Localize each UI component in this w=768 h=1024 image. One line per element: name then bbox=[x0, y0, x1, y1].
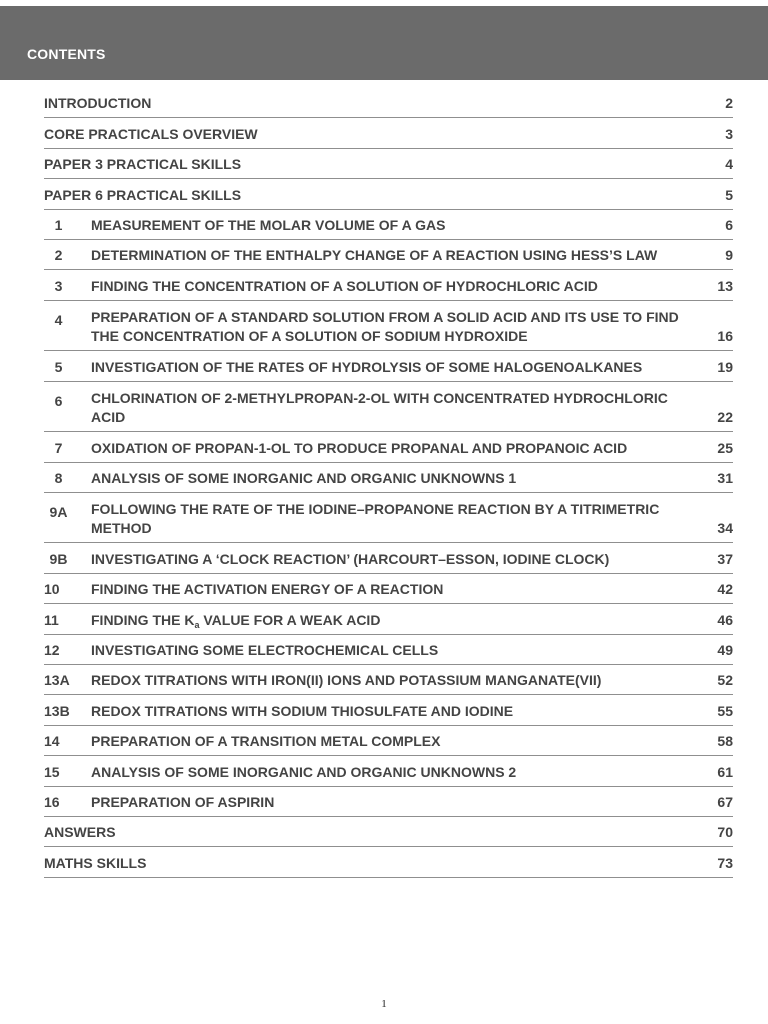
toc-title: PAPER 3 PRACTICAL SKILLS bbox=[44, 156, 242, 173]
toc-page: 70 bbox=[717, 824, 733, 841]
toc-page: 67 bbox=[717, 793, 733, 810]
toc-row-practical-13b[interactable] bbox=[44, 695, 733, 725]
toc-title: MEASUREMENT OF THE MOLAR VOLUME OF A GAS bbox=[91, 216, 446, 233]
toc-row-introduction[interactable] bbox=[44, 88, 733, 118]
toc-page: 9 bbox=[725, 247, 733, 264]
toc-page: 22 bbox=[717, 409, 733, 426]
toc-number: 10 bbox=[44, 581, 60, 598]
toc-number: 11 bbox=[44, 611, 59, 628]
toc-title bbox=[91, 500, 683, 538]
toc-page: 34 bbox=[717, 520, 733, 537]
toc-number: 2 bbox=[54, 247, 63, 264]
toc-number: 15 bbox=[44, 763, 60, 780]
toc-row-practical-7[interactable] bbox=[44, 432, 733, 462]
toc-page: 37 bbox=[717, 550, 733, 567]
toc-number: 8 bbox=[54, 469, 63, 486]
toc-row-practical-15[interactable] bbox=[44, 756, 733, 786]
toc-title-post: VALUE FOR A WEAK ACID bbox=[199, 611, 381, 628]
toc-number: 16 bbox=[44, 793, 60, 810]
toc-row-practical-11[interactable] bbox=[44, 604, 733, 634]
page-number: 1 bbox=[381, 998, 387, 1010]
toc-title-line-1: CHLORINATION OF 2-METHYLPROPAN-2-OL WITH CONCENTRATED HYDROCHLORIC bbox=[91, 390, 668, 407]
toc-row-practical-1[interactable] bbox=[44, 210, 733, 240]
toc-title bbox=[91, 389, 683, 427]
toc-number: 3 bbox=[54, 277, 63, 294]
toc-page: 73 bbox=[717, 854, 733, 871]
toc-title: INVESTIGATING A ‘CLOCK REACTION’ (HARCOURT–ESSON, IODINE CLOCK) bbox=[91, 550, 610, 567]
toc-page: 13 bbox=[717, 277, 733, 294]
toc-row-core-practicals-overview[interactable] bbox=[44, 118, 733, 148]
toc-row-paper-6[interactable] bbox=[44, 179, 733, 209]
toc-title-subscript: a bbox=[194, 619, 200, 630]
toc-number: 14 bbox=[44, 733, 60, 750]
toc-title: OXIDATION OF PROPAN-1-OL TO PRODUCE PROPANAL AND PROPANOIC ACID bbox=[91, 439, 628, 456]
toc-row-maths-skills[interactable] bbox=[44, 847, 733, 877]
toc-number: 4 bbox=[54, 311, 63, 328]
toc-page: 46 bbox=[717, 611, 733, 628]
toc-title: INTRODUCTION bbox=[44, 95, 152, 112]
toc-number: 9B bbox=[49, 550, 68, 567]
header-bar bbox=[0, 6, 768, 80]
toc-title: PREPARATION OF ASPIRIN bbox=[91, 793, 275, 810]
toc-page: 16 bbox=[717, 328, 733, 345]
toc-row-practical-12[interactable] bbox=[44, 635, 733, 665]
toc-row-practical-9a[interactable] bbox=[44, 493, 733, 544]
toc-title: MATHS SKILLS bbox=[44, 854, 147, 871]
toc-title-line-1: PREPARATION OF A STANDARD SOLUTION FROM A SOLID ACID AND ITS USE TO FIND bbox=[91, 309, 679, 326]
toc-row-practical-3[interactable] bbox=[44, 270, 733, 300]
toc-page: 2 bbox=[725, 95, 733, 112]
toc-number: 6 bbox=[54, 392, 63, 409]
toc-page: 42 bbox=[717, 581, 733, 598]
toc-number: 1 bbox=[54, 216, 63, 233]
toc-row-practical-9b[interactable] bbox=[44, 543, 733, 573]
toc-title-line-2: METHOD bbox=[91, 520, 152, 537]
toc-page: 5 bbox=[725, 186, 733, 203]
toc-title bbox=[91, 611, 683, 630]
toc-title bbox=[91, 308, 683, 346]
toc-title: INVESTIGATION OF THE RATES OF HYDROLYSIS OF SOME HALOGENOALKANES bbox=[91, 358, 643, 375]
toc-row-practical-8[interactable] bbox=[44, 463, 733, 493]
page-title: CONTENTS bbox=[27, 46, 106, 62]
toc-title: PAPER 6 PRACTICAL SKILLS bbox=[44, 186, 242, 203]
toc-title: ANSWERS bbox=[44, 824, 116, 841]
toc-title: PREPARATION OF A TRANSITION METAL COMPLEX bbox=[91, 733, 441, 750]
toc-row-practical-14[interactable] bbox=[44, 726, 733, 756]
toc-number: 7 bbox=[54, 439, 63, 456]
toc-title: ANALYSIS OF SOME INORGANIC AND ORGANIC UNKNOWNS 1 bbox=[91, 469, 517, 486]
toc-row-practical-5[interactable] bbox=[44, 351, 733, 381]
toc-row-practical-10[interactable] bbox=[44, 574, 733, 604]
toc-page: 55 bbox=[717, 702, 733, 719]
toc-title: ANALYSIS OF SOME INORGANIC AND ORGANIC UNKNOWNS 2 bbox=[91, 763, 517, 780]
toc-title: CORE PRACTICALS OVERVIEW bbox=[44, 125, 258, 142]
toc-title: FINDING THE ACTIVATION ENERGY OF A REACTION bbox=[91, 581, 444, 598]
toc-row-practical-16[interactable] bbox=[44, 787, 733, 817]
toc-title-line-2: ACID bbox=[91, 409, 126, 426]
toc-number: 9A bbox=[49, 503, 68, 520]
toc-number: 13B bbox=[44, 702, 70, 719]
toc-title: DETERMINATION OF THE ENTHALPY CHANGE OF A REACTION USING HESS’S LAW bbox=[91, 247, 658, 264]
toc-number: 12 bbox=[44, 641, 60, 658]
toc-row-practical-13a[interactable] bbox=[44, 665, 733, 695]
toc-row-paper-3[interactable] bbox=[44, 149, 733, 179]
toc-row-practical-4[interactable] bbox=[44, 301, 733, 352]
toc-page: 58 bbox=[717, 733, 733, 750]
toc-title: REDOX TITRATIONS WITH SODIUM THIOSULFATE AND IODINE bbox=[91, 702, 514, 719]
toc-number: 13A bbox=[44, 672, 70, 689]
toc-page: 4 bbox=[725, 156, 733, 173]
toc-page: 3 bbox=[725, 125, 733, 142]
toc-title: INVESTIGATING SOME ELECTROCHEMICAL CELLS bbox=[91, 641, 439, 658]
toc-number: 5 bbox=[54, 358, 63, 375]
toc-title-line-1: FOLLOWING THE RATE OF THE IODINE–PROPANONE REACTION BY A TITRIMETRIC bbox=[91, 501, 660, 518]
toc-page: 52 bbox=[717, 672, 733, 689]
toc-page: 19 bbox=[717, 358, 733, 375]
toc-title-line-2: THE CONCENTRATION OF A SOLUTION OF SODIUM HYDROXIDE bbox=[91, 328, 528, 345]
toc-row-practical-6[interactable] bbox=[44, 382, 733, 433]
toc-title: REDOX TITRATIONS WITH IRON(II) IONS AND POTASSIUM MANGANATE(VII) bbox=[91, 672, 602, 689]
toc-page: 25 bbox=[717, 439, 733, 456]
toc-page: 6 bbox=[725, 216, 733, 233]
toc-row-practical-2[interactable] bbox=[44, 240, 733, 270]
toc-title-pre: FINDING THE K bbox=[91, 611, 195, 628]
toc-row-answers[interactable] bbox=[44, 817, 733, 847]
toc-title: FINDING THE CONCENTRATION OF A SOLUTION OF HYDROCHLORIC ACID bbox=[91, 277, 598, 294]
table-of-contents bbox=[44, 88, 733, 878]
toc-page: 61 bbox=[717, 763, 733, 780]
toc-page: 49 bbox=[717, 641, 733, 658]
toc-page: 31 bbox=[717, 469, 733, 486]
